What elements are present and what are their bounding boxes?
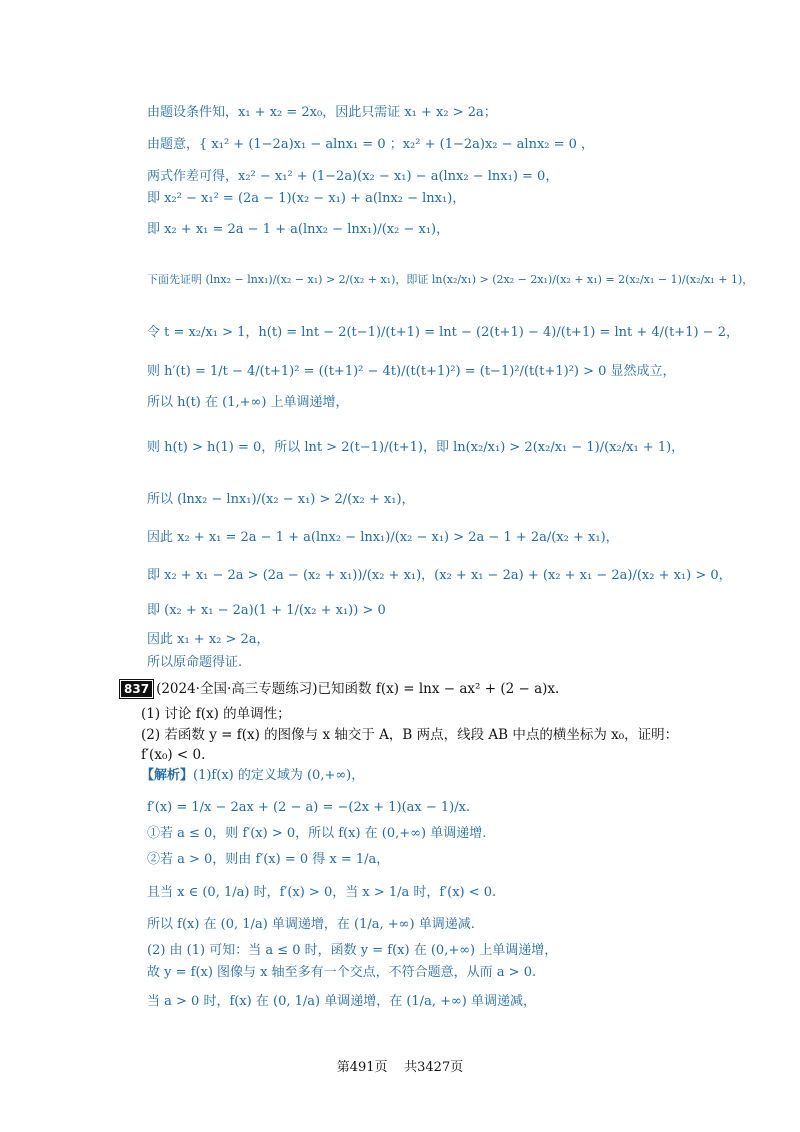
solution-line: 即 (x₂ + x₁ − 2a)(1 + 1/(x₂ + x₁)) > 0 — [147, 603, 386, 618]
solution-line: 则 h′(t) = 1/t − 4/(t+1)² = ((t+1)² − 4t)/(t(t+1)²) = (t−1)²/(t(t+1)²) > 0 显然成立， — [147, 364, 676, 379]
page-number: 第491页 — [336, 1060, 388, 1075]
problem-stem: (2024·全国·高三专题练习)已知函数 f(x) = lnx − ax² + (2 − a)x. — [156, 681, 560, 697]
analysis-line: ①若 a ≤ 0，则 f′(x) > 0，所以 f(x) 在 (0,+∞) 单调递增. — [147, 826, 487, 841]
analysis-line: (1)f(x) 的定义域为 (0,+∞)， — [193, 768, 365, 783]
solution-line: 两式作差可得，x₂² − x₁² + (1−2a)(x₂ − x₁) − a(lnx₂ − lnx₁) = 0， — [147, 169, 559, 184]
solution-line: 由题意，{ x₁² + (1−2a)x₁ − alnx₁ = 0 ；x₂² + (1−2a)x₂ − alnx₂ = 0 ， — [147, 137, 595, 152]
solution-line: 所以原命题得证. — [147, 655, 243, 670]
analysis-line: f′(x) = 1/x − 2ax + (2 − a) = −(2x + 1)(ax − 1)/x. — [147, 800, 471, 815]
analysis-first-line — [141, 768, 364, 784]
analysis-line: 且当 x ∈ (0, 1/a) 时，f′(x) > 0，当 x > 1/a 时，f′(x) < 0. — [147, 885, 497, 900]
analysis-label: 【解析】 — [141, 768, 194, 783]
solution-line: 所以 (lnx₂ − lnx₁)/(x₂ − x₁) > 2/(x₂ + x₁)， — [147, 492, 415, 507]
problem-part2: (2) 若函数 y = f(x) 的图像与 x 轴交于 A，B 两点，线段 AB 中点的横坐标为 x₀，证明： — [141, 727, 679, 743]
problem-stem-line — [121, 681, 559, 697]
analysis-line: 故 y = f(x) 图像与 x 轴至多有一个交点，不符合题意，从而 a > 0. — [147, 965, 537, 980]
analysis-line: 当 a > 0 时，f(x) 在 (0, 1/a) 单调递增，在 (1/a, +∞) 单调递减， — [147, 994, 537, 1009]
solution-line: 由题设条件知，x₁ + x₂ = 2x₀，因此只需证 x₁ + x₂ > 2a； — [147, 105, 497, 120]
solution-line: 令 t = x₂/x₁ > 1，h(t) = lnt − 2(t−1)/(t+1) = lnt − (2(t+1) − 4)/(t+1) = lnt + 4/(t+1) − 2， — [147, 325, 739, 340]
solution-line: 即 x₂² − x₁² = (2a − 1)(x₂ − x₁) + a(lnx₂ − lnx₁)， — [147, 191, 466, 206]
solution-line: 下面先证明 (lnx₂ − lnx₁)/(x₂ − x₁) > 2/(x₂ + x₁)，即证 ln(x₂/x₁) > (2x₂ − 2x₁)/(x₂ + x₁) = 2(x₂/x₁ − 1)/(x₂/x₁ + 1)， — [147, 273, 754, 286]
solution-line: 所以 h(t) 在 (1,+∞) 上单调递增， — [147, 395, 349, 410]
analysis-line: ②若 a > 0，则由 f′(x) = 0 得 x = 1/a， — [147, 852, 390, 867]
problem-number-badge: 837 — [121, 681, 152, 697]
page-total: 共3427页 — [404, 1060, 464, 1075]
page-footer — [0, 1056, 800, 1075]
solution-line: 因此 x₂ + x₁ = 2a − 1 + a(lnx₂ − lnx₁)/(x₂ − x₁) > 2a − 1 + 2a/(x₂ + x₁)， — [147, 530, 619, 545]
analysis-line: (2) 由 (1) 可知：当 a ≤ 0 时，函数 y = f(x) 在 (0,+∞) 上单调递增， — [147, 943, 558, 958]
analysis-line: 所以 f(x) 在 (0, 1/a) 单调递增，在 (1/a, +∞) 单调递减. — [147, 917, 475, 932]
solution-line: 即 x₂ + x₁ = 2a − 1 + a(lnx₂ − lnx₁)/(x₂ − x₁)， — [147, 222, 450, 237]
problem-part2-cont: f′(x₀) < 0. — [141, 747, 206, 763]
solution-line: 即 x₂ + x₁ − 2a > (2a − (x₂ + x₁))/(x₂ + x₁)，(x₂ + x₁ − 2a) + (x₂ + x₁ − 2a)/(x₂ + x₁) > 0， — [147, 568, 732, 583]
problem-part1: (1) 讨论 f(x) 的单调性； — [141, 706, 291, 722]
solution-line: 则 h(t) > h(1) = 0，所以 lnt > 2(t−1)/(t+1)，即 ln(x₂/x₁) > 2(x₂/x₁ − 1)/(x₂/x₁ + 1)， — [147, 440, 685, 455]
solution-line: 因此 x₁ + x₂ > 2a， — [147, 632, 270, 647]
